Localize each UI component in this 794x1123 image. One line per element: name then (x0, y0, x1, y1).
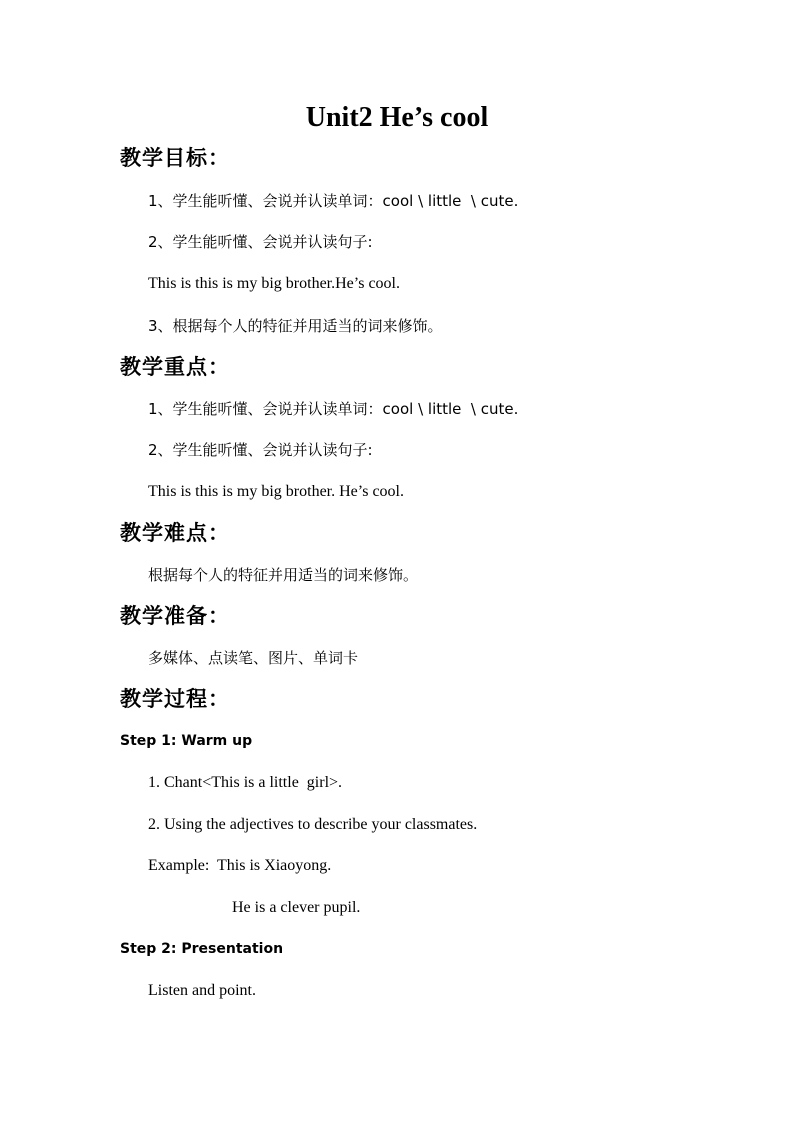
objective-item-sentence: This is this is my big brother.He’s cool. (148, 275, 400, 292)
key-point-item-2: 2、学生能听懂、会说并认读句子: (148, 441, 373, 459)
step-1-title: Step 1: Warm up (120, 733, 253, 749)
step-1-example: Example: This is Xiaoyong. (148, 857, 332, 874)
step-2-title: Step 2: Presentation (120, 941, 284, 957)
difficulty-item-1: 根据每个人的特征并用适当的词来修饰。 (148, 566, 419, 584)
preparation-item-1: 多媒体、点读笔、图片、单词卡 (148, 649, 359, 667)
key-points-heading: 教学重点： (120, 355, 230, 379)
key-point-item-sentence: This is this is my big brother. He’s cool. (148, 483, 404, 500)
objective-item-2: 2、学生能听懂、会说并认读句子: (148, 233, 373, 251)
preparation-heading: 教学准备： (120, 604, 230, 628)
key-point-item-1: 1、学生能听懂、会说并认读单词：cool \ little \ cute. (148, 400, 519, 418)
step-1-item-2: 2. Using the adjectives to describe your classmates. (148, 816, 478, 833)
objectives-heading: 教学目标： (120, 146, 230, 170)
objective-item-1: 1、学生能听懂、会说并认读单词：cool \ little \ cute. (148, 192, 519, 210)
process-heading: 教学过程： (120, 687, 230, 711)
document-title: Unit2 He’s cool (305, 102, 489, 133)
step-1-item-1: 1. Chant<This is a little girl>. (148, 774, 343, 791)
step-2-item-1: Listen and point. (148, 982, 256, 999)
step-1-example-line-2: He is a clever pupil. (232, 899, 361, 916)
objective-item-3: 3、根据每个人的特征并用适当的词来修饰。 (148, 317, 443, 335)
difficulties-heading: 教学难点： (120, 521, 230, 545)
